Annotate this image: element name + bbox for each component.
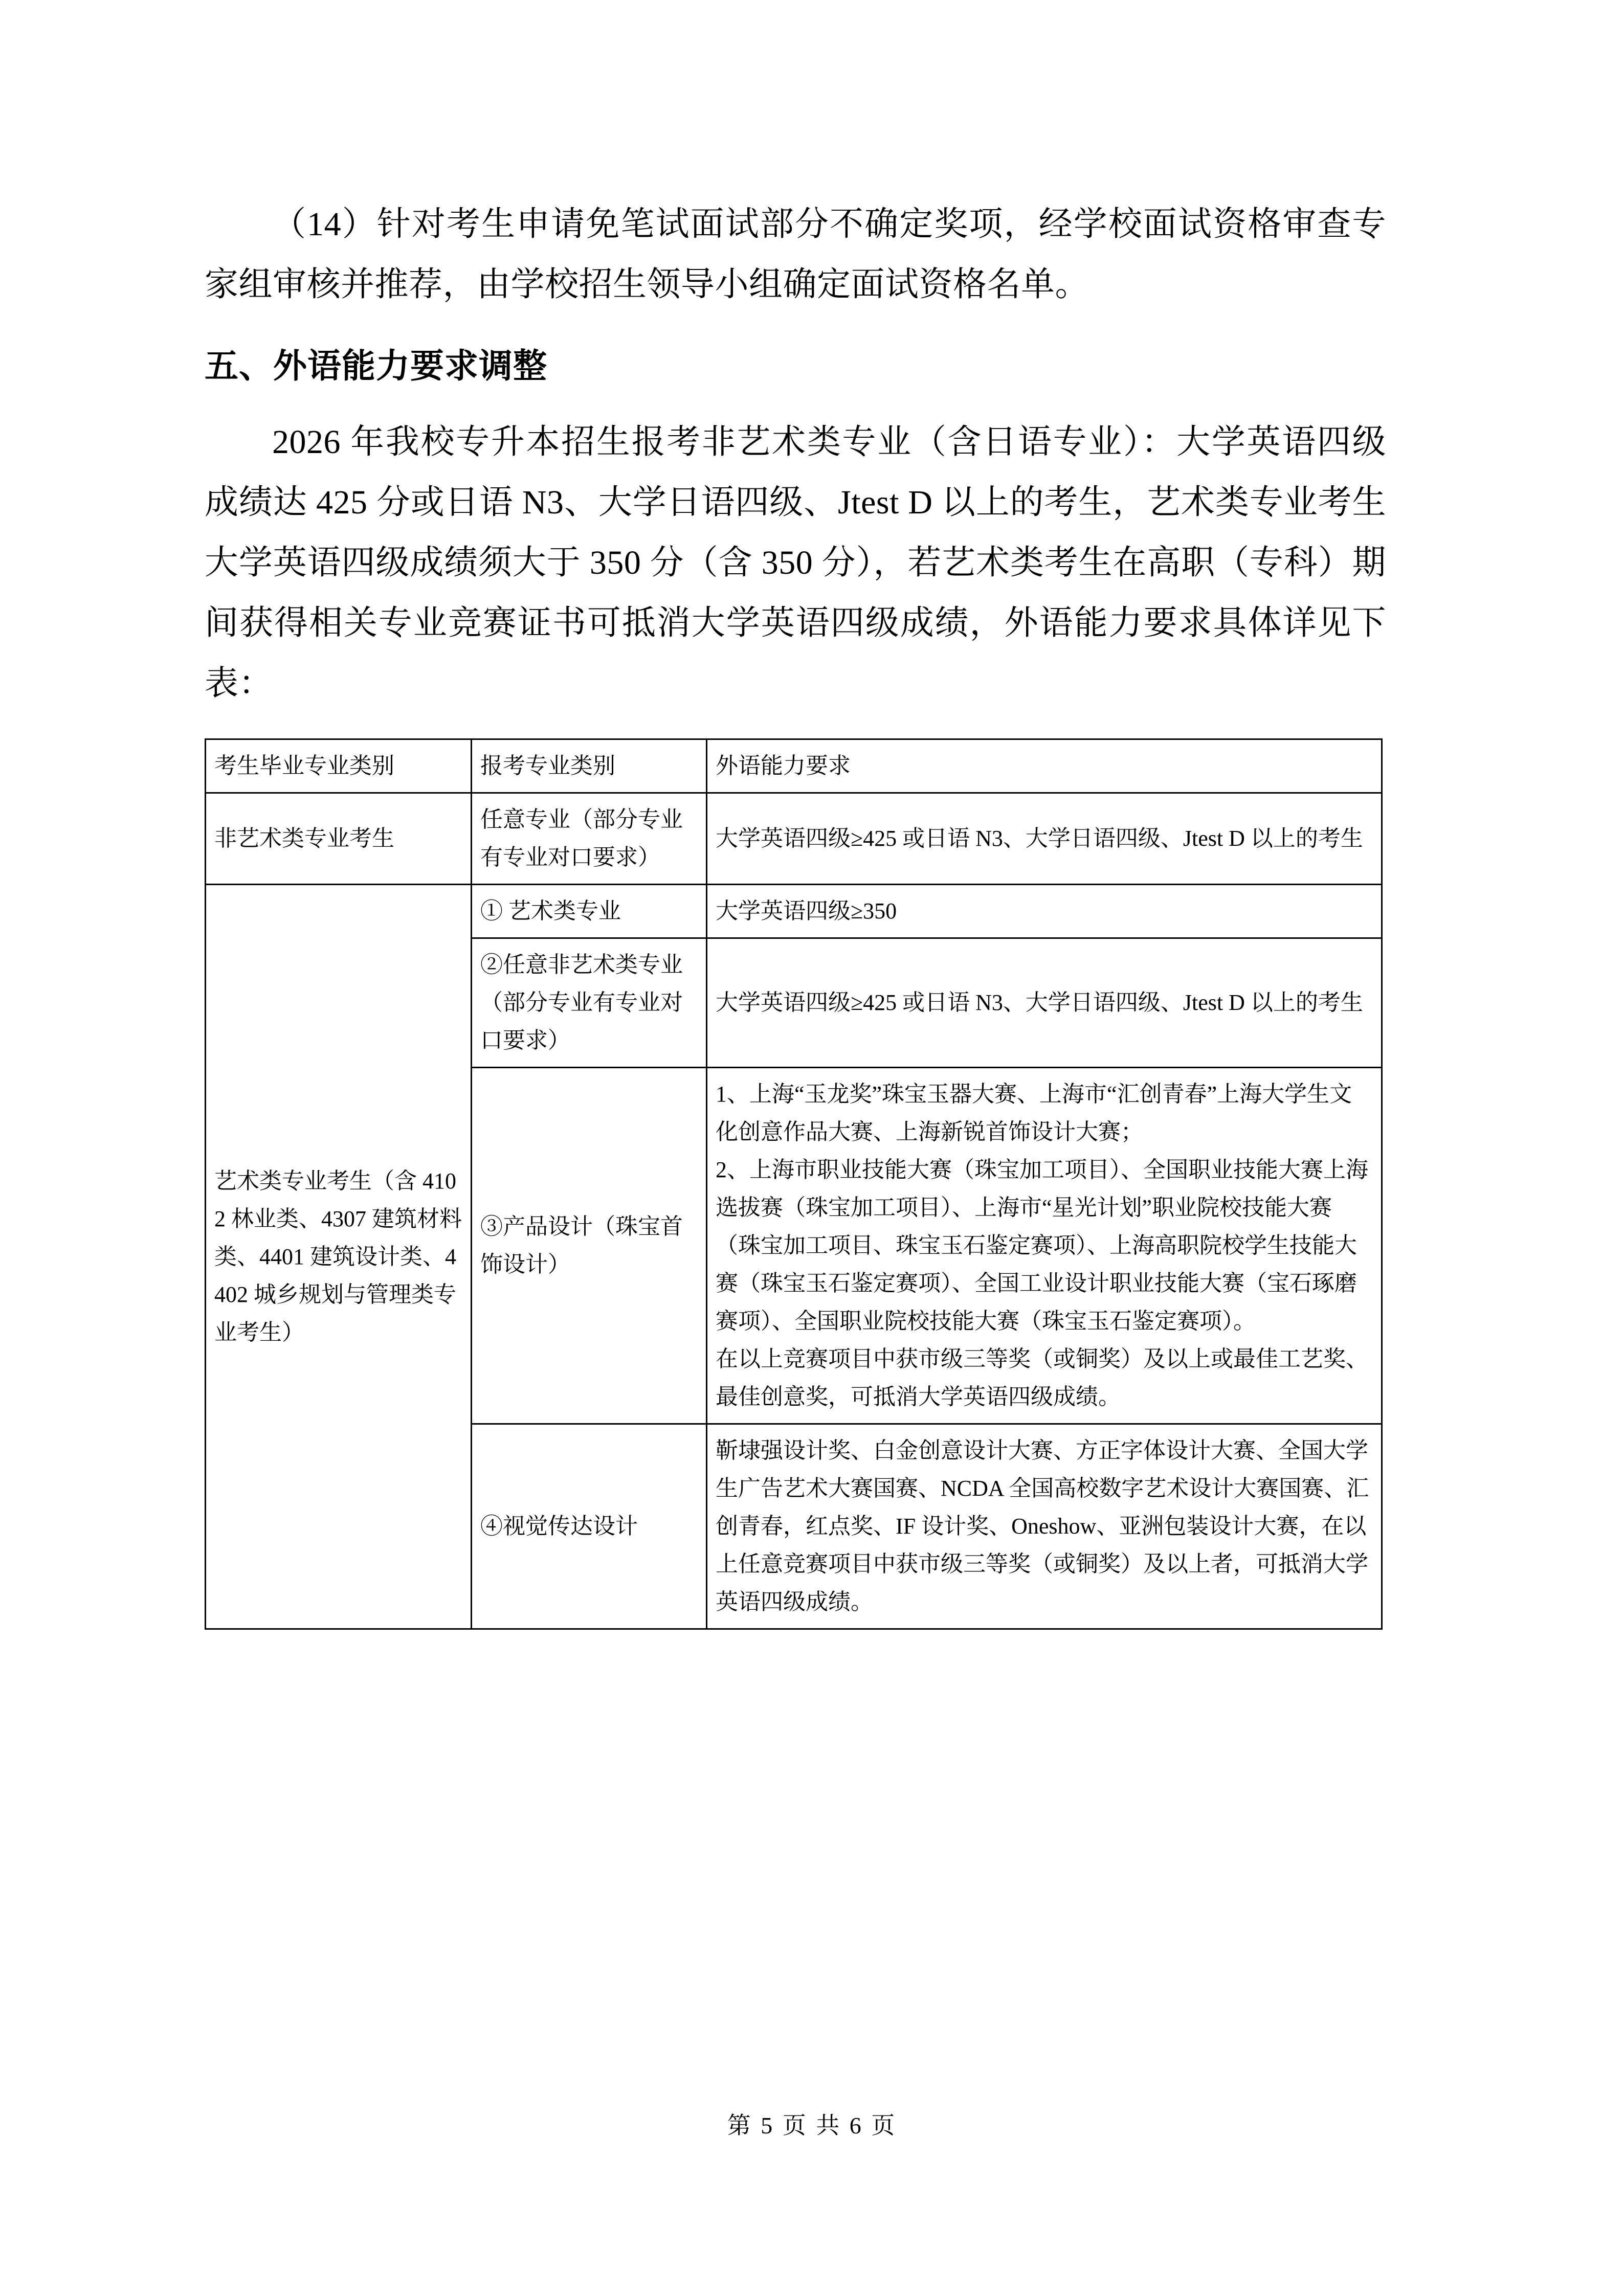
cell-text: 大学英语四级≥425 或日语 N3、大学日语四级、Jtest D 以上的考生 (716, 990, 1363, 1015)
table-header-row (206, 739, 1382, 793)
cell-text: 靳埭强设计奖、白金创意设计大赛、方正字体设计大赛、全国大学生广告艺术大赛国赛、NCDA 全国高校数字艺术设计大赛国赛、汇创青春，红点奖、IF 设计奖、Oneshow、亚洲包装设计大赛，在以上任意竞赛项目中获市级三等奖（或铜奖）及以上者，可抵消大学英语四级成绩。 (716, 1438, 1369, 1614)
cell-text: 1、上海“玉龙奖”珠宝玉器大赛、上海市“汇创青春”上海大学生文化创意作品大赛、上海新锐首饰设计大赛； 2、上海市职业技能大赛（珠宝加工项目）、全国职业技能大赛上海选拔赛（珠宝加工项目）、上海市“星光计划”职业院校技能大赛（珠宝加工项目、珠宝玉石鉴定赛项）、上海高职院校学生技能大赛（珠宝玉石鉴定赛项）、全国工业设计职业技能大赛（宝石琢磨赛项）、全国职业院校技能大赛（珠宝玉石鉴定赛项）。 在以上竞赛项目中获市级三等奖（或铜奖）及以上或最佳工艺奖、最佳创意奖，可抵消大学英语四级成绩。 (716, 1082, 1368, 1409)
cell-requirement-cet4-425-alt (707, 938, 1382, 1068)
cell-text: ②任意非艺术类专业（部分专业有专业对口要求） (480, 952, 683, 1053)
cell-text: 非艺术类专业考生 (214, 826, 394, 851)
cell-text: ④视觉传达设计 (480, 1514, 638, 1539)
paragraph-14: （14）针对考生申请免笔试面试部分不确定奖项，经学校面试资格审查专家组审核并推荐，由学校招生领导小组确定面试资格名单。 (205, 206, 1386, 303)
cell-text: 任意专业（部分专业有专业对口要求） (480, 807, 683, 870)
cell-text: ① 艺术类专业 (480, 898, 621, 924)
section-heading-five: 五、外语能力要求调整 (205, 348, 547, 385)
cell-category-non-art (206, 793, 472, 885)
table-header-graduate-major-category: 考生毕业专业类别 (206, 739, 472, 793)
page-content (205, 0, 1386, 1630)
table-row (206, 793, 1382, 885)
table-header-language-requirement: 外语能力要求 (707, 739, 1382, 793)
cell-category-art (206, 885, 472, 1629)
foreign-language-requirement-table (205, 738, 1383, 1630)
cell-requirement-cet4-425 (707, 793, 1382, 885)
cell-text: ③产品设计（珠宝首饰设计） (480, 1214, 683, 1277)
page-footer: 第 5 页 共 6 页 (727, 2112, 897, 2139)
cell-text: 艺术类专业考生（含 4102 林业类、4307 建筑材料类、4401 建筑设计类、4402 城乡规划与管理类专业考生） (214, 1168, 462, 1345)
cell-text: 大学英语四级≥425 或日语 N3、大学日语四级、Jtest D 以上的考生 (716, 826, 1363, 851)
cell-requirement-cet4-350 (707, 885, 1382, 938)
cell-requirement-visual-competitions (707, 1424, 1382, 1629)
section-body-paragraph: 2026 年我校专升本招生报考非艺术类专业（含日语专业）：大学英语四级成绩达 425 分或日语 N3、大学日语四级、Jtest D 以上的考生，艺术类专业考生大学英语四级成绩须大于 350 分（含 350 分），若艺术类考生在高职（专科）期间获得相关专业竞赛证书可抵消大学英语四级成绩，外语能力要求具体详见下表： (205, 423, 1386, 702)
table-row (206, 885, 1382, 938)
cell-text: 大学英语四级≥350 (716, 898, 897, 924)
cell-major-visual-communication-design (472, 1424, 707, 1629)
cell-requirement-jewelry-competitions (707, 1068, 1382, 1424)
cell-major-any (472, 793, 707, 885)
table-header-applied-major-category: 报考专业类别 (472, 739, 707, 793)
cell-major-any-non-art (472, 938, 707, 1068)
cell-major-art (472, 885, 707, 938)
cell-major-product-design (472, 1068, 707, 1424)
